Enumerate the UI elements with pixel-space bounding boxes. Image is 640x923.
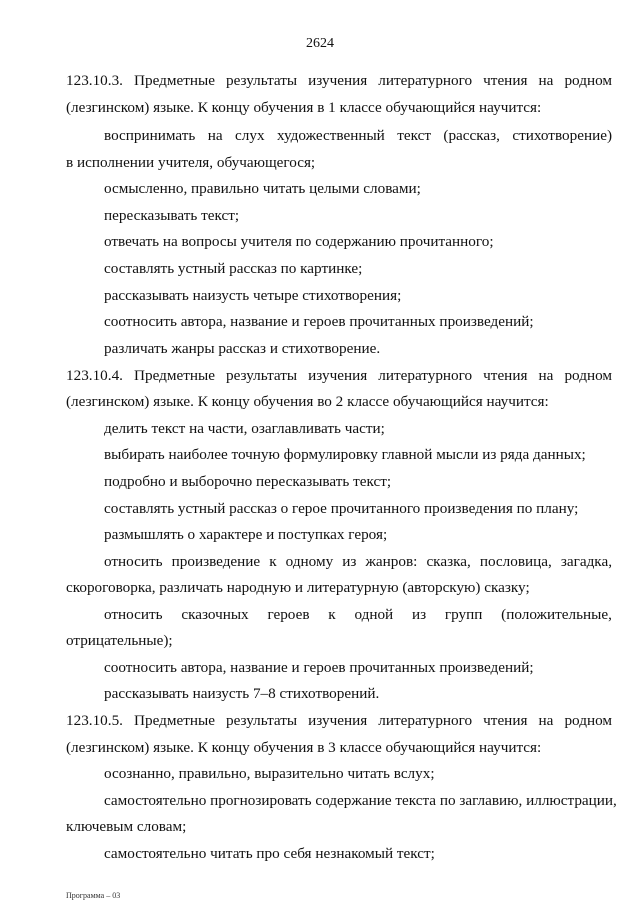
- list-item: делить текст на части, озаглавливать части;: [104, 420, 385, 437]
- list-item: рассказывать наизусть четыре стихотворения;: [104, 287, 402, 304]
- list-item: составлять устный рассказ по картинке;: [104, 260, 363, 277]
- list-item: соотносить автора, название и героев прочитанных произведений;: [104, 313, 534, 330]
- word: относить: [104, 606, 163, 623]
- paragraph-line: (лезгинском) языке. К концу обучения в 3 классе обучающийся научится:: [66, 739, 542, 756]
- word: групп: [444, 606, 483, 623]
- list-item: выбирать наиболее точную формулировку главной мысли из ряда данных;: [104, 446, 586, 463]
- list-item: составлять устный рассказ о герое прочитанного произведения по плану;: [104, 500, 579, 517]
- list-item: подробно и выборочно пересказывать текст;: [104, 473, 392, 490]
- spread-list-item: [104, 606, 612, 624]
- paragraph-line: воспринимать на слух художественный текст (рассказ, стихотворение): [104, 127, 612, 144]
- paragraph-line: 123.10.5. Предметные результаты изучения литературного чтения на родном: [66, 712, 612, 729]
- paragraph-line: ключевым словам;: [66, 818, 187, 835]
- list-item: самостоятельно прогнозировать содержание текста по заглавию, иллюстрации,: [104, 792, 617, 809]
- list-item: отвечать на вопросы учителя по содержанию прочитанного;: [104, 233, 494, 250]
- paragraph-line: в исполнении учителя, обучающегося;: [66, 154, 316, 171]
- list-item: самостоятельно читать про себя незнакомый текст;: [104, 845, 435, 862]
- paragraph-line: 123.10.3. Предметные результаты изучения литературного чтения на родном: [66, 72, 612, 89]
- list-item: относить произведение к одному из жанров: сказка, пословица, загадка,: [104, 553, 612, 570]
- list-item: размышлять о характере и поступках героя;: [104, 526, 388, 543]
- page-number: 2624: [306, 36, 334, 51]
- word: из: [411, 606, 427, 623]
- list-item: рассказывать наизусть 7–8 стихотворений.: [104, 685, 380, 702]
- paragraph-line: (лезгинском) языке. К концу обучения во 2 классе обучающийся научится:: [66, 393, 549, 410]
- word: сказочных: [181, 606, 249, 623]
- paragraph-line: (лезгинском) языке. К концу обучения в 1 классе обучающийся научится:: [66, 99, 542, 116]
- list-item: различать жанры рассказ и стихотворение.: [104, 340, 381, 357]
- footer-label: Программа – 03: [66, 891, 121, 900]
- word: к: [328, 606, 336, 623]
- paragraph-line: отрицательные);: [66, 632, 173, 649]
- word: одной: [354, 606, 394, 623]
- paragraph-line: 123.10.4. Предметные результаты изучения литературного чтения на родном: [66, 367, 612, 384]
- list-item: осознанно, правильно, выразительно читать вслух;: [104, 765, 435, 782]
- word: героев: [267, 606, 310, 623]
- word: (положительные,: [501, 606, 612, 623]
- list-item: пересказывать текст;: [104, 207, 240, 224]
- paragraph-line: скороговорка, различать народную и литературную (авторскую) сказку;: [66, 579, 530, 596]
- list-item: осмысленно, правильно читать целыми словами;: [104, 180, 421, 197]
- list-item: соотносить автора, название и героев прочитанных произведений;: [104, 659, 534, 676]
